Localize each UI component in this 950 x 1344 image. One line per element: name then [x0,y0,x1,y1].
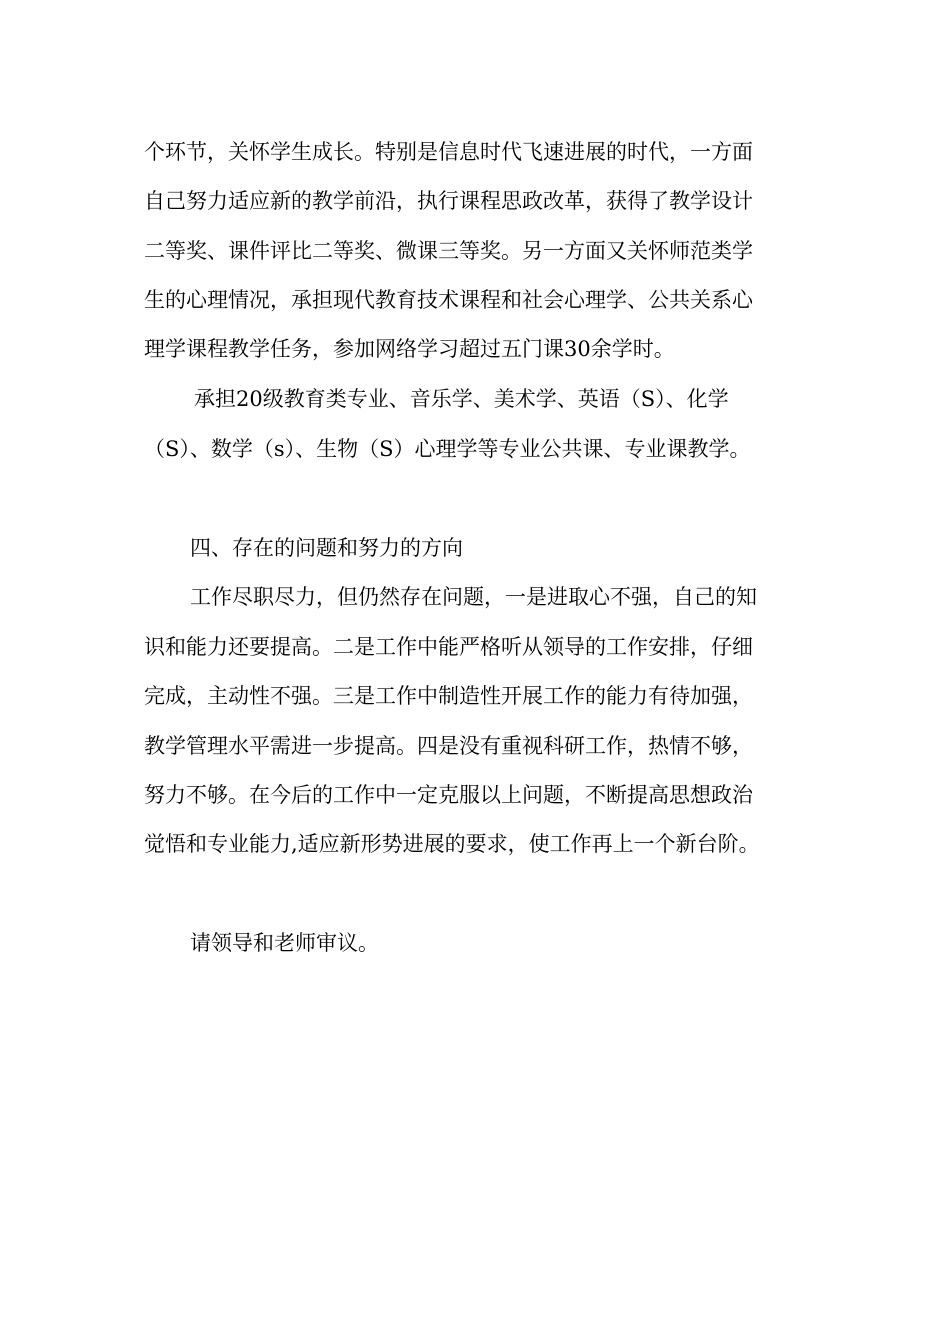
paragraph-3-line: 教学管理水平需进一步提高。四是没有重视科研工作，热情不够， [144,734,753,758]
section-heading: 四、存在的问题和努力的方向 [190,536,463,560]
closing-line: 请领导和老师审议。 [190,931,379,955]
paragraph-1-line: 自己努力适应新的教学前沿，执行课程思政改革，获得了教学设计 [144,189,753,213]
paragraph-3-line: 完成，主动性不强。三是工作中制造性开展工作的能力有待加强， [144,684,753,708]
paragraph-3-line: 工作尽职尽力，但仍然存在问题，一是进取心不强，自己的知 [190,585,757,609]
paragraph-1-line: 二等奖、课件评比二等奖、微课三等奖。另一方面又关怀师范类学 [144,239,753,263]
paragraph-3-line: 觉悟和专业能力,适应新形势进展的要求，使工作再上一个新台阶。 [144,832,760,856]
paragraph-2-line: 承担20级教育类专业、音乐学、美术学、英语（S）、化学 [194,387,729,411]
paragraph-1-line: 理学课程教学任务，参加网络学习超过五门课30余学时。 [144,337,675,361]
paragraph-1-line: 个环节，关怀学生成长。特别是信息时代飞速进展的时代，一方面 [144,140,753,164]
paragraph-1-line: 生的心理情况，承担现代教育技术课程和社会心理学、公共关系心 [144,288,753,312]
paragraph-2-line: （S）、数学（s）、生物（S）心理学等专业公共课、专业课教学。 [144,437,751,461]
paragraph-3-line: 努力不够。在今后的工作中一定克服以上问题，不断提高思想政治 [144,783,753,807]
paragraph-3-line: 识和能力还要提高。二是工作中能严格听从领导的工作安排，仔细 [144,635,753,659]
